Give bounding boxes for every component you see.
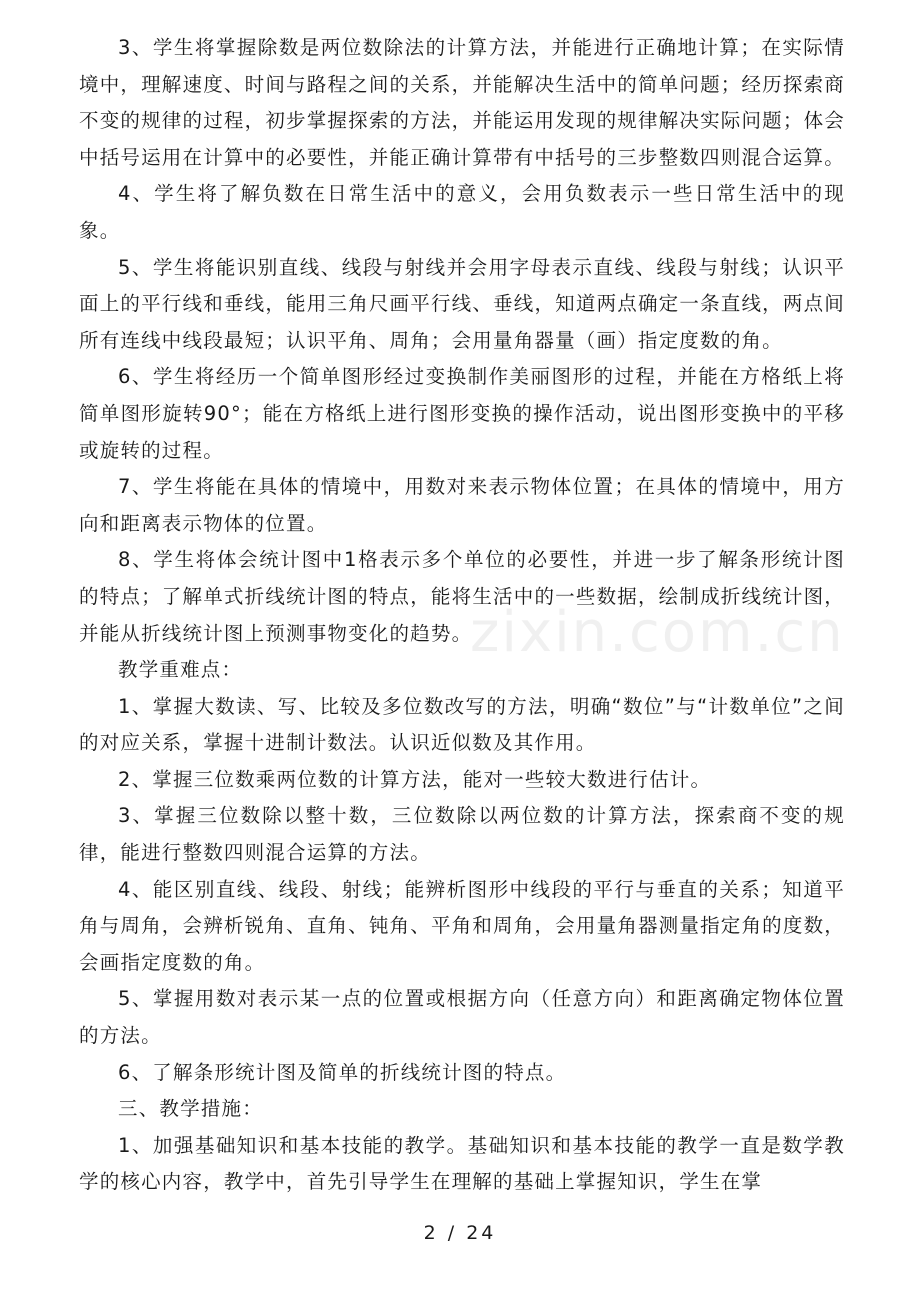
goal-paragraph-8: 8、学生将体会统计图中1格表示多个单位的必要性，并进一步了解条形统计图的特点；了解单式折线统计图的特点，能将生活中的一些数据，绘制成折线统计图，并能从折线统计图上预测事物变化的趋势。: [79, 548, 845, 645]
goal-paragraph-7: 7、学生将能在具体的情境中，用数对来表示物体位置；在具体的情境中，用方向和距离表示物体的位置。: [79, 475, 845, 535]
watermark: zixin.com.cn: [470, 600, 845, 665]
difficulty-heading: 教学重难点：: [118, 658, 243, 682]
goal-paragraph-4: 4、学生将了解负数在日常生活中的意义，会用负数表示一些日常生活中的现象。: [79, 182, 845, 242]
difficulty-item-3: 3、掌握三位数除以整十数，三位数除以两位数的计算方法，探索商不变的规律，能进行整数四则混合运算的方法。: [79, 804, 845, 865]
goal-paragraph-3: 3、学生将掌握除数是两位数除法的计算方法，并能进行正确地计算；在实际情境中，理解速度、时间与路程之间的关系，并能解决生活中的简单问题；经历探索商不变的规律的过程，初步掌握探索的方法，并能运用发现的规律解决实际问题；体会中括号运用在计算中的必要性，并能正确计算带有中括号的三步整数四则混合运算。: [79, 36, 845, 169]
difficulty-item-1: 1、掌握大数读、写、比较及多位数改写的方法，明确“数位”与“计数单位”之间的对应关系，掌握十进制计数法。认识近似数及其作用。: [79, 694, 845, 755]
difficulty-item-5: 5、掌握用数对表示某一点的位置或根据方向（任意方向）和距离确定物体位置的方法。: [79, 987, 845, 1048]
document-body: [79, 30, 845, 1201]
page-number: 2 / 24: [423, 1222, 497, 1244]
difficulty-item-2: 2、掌握三位数乘两位数的计算方法，能对一些较大数进行估计。: [118, 767, 712, 791]
difficulty-item-6: 6、了解条形统计图及简单的折线统计图的特点。: [118, 1060, 567, 1084]
measures-heading: 三、教学措施：: [118, 1097, 263, 1121]
difficulty-item-4: 4、能区别直线、线段、射线；能辨析图形中线段的平行与垂直的关系；知道平角与周角，会辨析锐角、直角、钝角、平角和周角，会用量角器测量指定角的度数，会画指定度数的角。: [79, 877, 845, 974]
goal-paragraph-6: 6、学生将经历一个简单图形经过变换制作美丽图形的过程，并能在方格纸上将简单图形旋转90°；能在方格纸上进行图形变换的操作活动，说出图形变换中的平移或旋转的过程。: [79, 365, 845, 462]
goal-paragraph-5: 5、学生将能识别直线、线段与射线并会用字母表示直线、线段与射线；认识平面上的平行线和垂线，能用三角尺画平行线、垂线，知道两点确定一条直线，两点间所有连线中线段最短；认识平角、周角；会用量角器量（画）指定度数的角。: [79, 255, 845, 352]
measures-item-1: 1、加强基础知识和基本技能的教学。基础知识和基本技能的教学一直是数学教学的核心内容，教学中，首先引导学生在理解的基础上掌握知识，学生在掌: [79, 1133, 845, 1194]
